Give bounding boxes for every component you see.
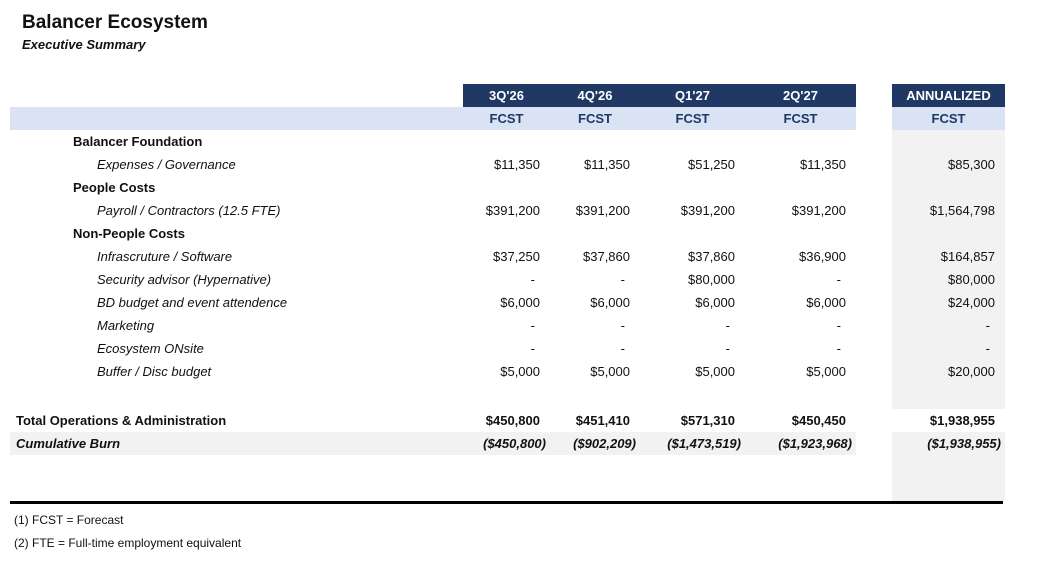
cell-quarter-3: [640, 478, 745, 501]
row-label: Infrascruture / Software: [97, 249, 233, 264]
table-row-total-12: [10, 409, 1005, 432]
row-label: Cumulative Burn: [10, 432, 463, 455]
cell-annualized: [892, 130, 1005, 153]
cell-quarter-1: [463, 176, 550, 199]
cell-quarter-2: -: [620, 318, 625, 333]
cell-annualized: $80,000: [892, 268, 1005, 291]
cell-quarter-3: -: [725, 341, 730, 356]
cell-quarter-3: [640, 130, 745, 153]
table-row-section-0: [10, 130, 1005, 153]
cell-annualized: $20,000: [892, 360, 1005, 383]
cell-quarter-2: $451,410: [575, 413, 630, 428]
cell-quarter-4: $36,900: [799, 249, 846, 264]
row-label: Non-People Costs: [73, 226, 185, 241]
cell-quarter-2: [550, 222, 640, 245]
cell-quarter-4: [745, 455, 856, 478]
fcst-spacer-cell: [10, 107, 463, 130]
cell-quarter-1: [463, 222, 550, 245]
table-row-spacer-15: [10, 478, 1005, 501]
fcst-subheader-row: [10, 107, 1005, 130]
cell-quarter-2: $11,350: [583, 157, 630, 172]
cell-quarter-1: [463, 130, 550, 153]
gap-cell: [856, 245, 892, 268]
cell-annualized: $1,938,955: [929, 413, 995, 428]
table-row-item-6: [10, 268, 1005, 291]
cell-annualized: [892, 176, 1005, 199]
cell-quarter-1: [463, 383, 550, 409]
cell-quarter-1: ($450,800): [463, 432, 550, 455]
cell-quarter-4: [745, 222, 856, 245]
gap-cell: [856, 130, 892, 153]
cell-annualized: [892, 383, 1005, 409]
footnotes: [14, 512, 1037, 551]
cell-annualized: ($1,938,955): [892, 432, 1005, 455]
footnote-fcst: (1) FCST = Forecast: [14, 513, 124, 527]
table-row-spacer-11: [10, 383, 1005, 409]
cell-annualized: $24,000: [892, 291, 1005, 314]
row-label: [10, 478, 463, 501]
table-row-item-10: [10, 360, 1005, 383]
header-spacer-cell: [10, 84, 463, 107]
row-label: [10, 383, 463, 409]
page-subtitle: Executive Summary: [22, 37, 146, 52]
cell-annualized: -: [892, 314, 1005, 337]
cell-quarter-4: $5,000: [806, 364, 846, 379]
cell-quarter-1: -: [530, 341, 535, 356]
cell-quarter-3: $6,000: [695, 295, 735, 310]
row-label: BD budget and event attendence: [97, 295, 288, 310]
table-row-item-1: [10, 153, 1005, 176]
cell-quarter-3: [640, 455, 745, 478]
column-header-q127: Q1'27: [640, 84, 745, 107]
cell-quarter-2: -: [620, 272, 625, 287]
table-row-item-9: [10, 337, 1005, 360]
table-header-row: [10, 84, 1005, 107]
gap-cell: [856, 409, 892, 432]
row-label: Buffer / Disc budget: [97, 364, 212, 379]
footnote-fte: (2) FTE = Full-time employment equivalent: [14, 536, 242, 550]
row-label: Expenses / Governance: [97, 157, 236, 172]
cell-quarter-3: -: [725, 318, 730, 333]
column-header-4q26: 4Q'26: [550, 84, 640, 107]
cell-quarter-1: [463, 478, 550, 501]
cell-quarter-1: -: [530, 272, 535, 287]
cell-quarter-2: [550, 455, 640, 478]
cell-quarter-1: [463, 455, 550, 478]
cell-quarter-2: [550, 383, 640, 409]
cell-annualized: [892, 222, 1005, 245]
cell-quarter-1: $6,000: [500, 295, 540, 310]
cell-quarter-4: -: [836, 341, 841, 356]
cell-annualized: -: [892, 337, 1005, 360]
cell-quarter-2: [550, 176, 640, 199]
cell-quarter-4: [745, 176, 856, 199]
fcst-label-4q26: FCST: [550, 107, 640, 130]
table-row-item-3: [10, 199, 1005, 222]
cell-quarter-4: -: [836, 272, 841, 287]
cell-quarter-2: ($902,209): [550, 432, 640, 455]
gap-cell: [856, 153, 892, 176]
cell-annualized: $164,857: [892, 245, 1005, 268]
gap-cell: [856, 176, 892, 199]
cell-quarter-2: $5,000: [590, 364, 630, 379]
table-row-spacer-14: [10, 455, 1005, 478]
cell-quarter-2: [550, 478, 640, 501]
column-header-3q26: 3Q'26: [463, 84, 550, 107]
cell-quarter-1: -: [530, 318, 535, 333]
budget-table: [10, 84, 1005, 501]
gap-cell: [856, 337, 892, 360]
cell-quarter-1: $391,200: [485, 203, 540, 218]
table-row-item-7: [10, 291, 1005, 314]
row-label: [10, 455, 463, 478]
row-label: People Costs: [73, 180, 156, 195]
gap-cell: [856, 432, 892, 455]
cell-quarter-2: [550, 130, 640, 153]
cell-quarter-4: ($1,923,968): [745, 432, 856, 455]
cell-quarter-4: $6,000: [806, 295, 846, 310]
gap-cell: [856, 314, 892, 337]
cell-annualized: [892, 455, 1005, 478]
divider-rule: [10, 501, 1003, 504]
table-row-item-5: [10, 245, 1005, 268]
gap-cell: [856, 478, 892, 501]
cell-quarter-4: $391,200: [791, 203, 846, 218]
gap-cell: [856, 222, 892, 245]
table-row-section-4: [10, 222, 1005, 245]
cell-annualized: $85,300: [892, 153, 1005, 176]
table-body: [10, 130, 1005, 501]
cell-quarter-1: $450,800: [485, 413, 540, 428]
cell-quarter-3: [640, 383, 745, 409]
gap-cell: [856, 199, 892, 222]
cell-quarter-3: ($1,473,519): [640, 432, 745, 455]
cell-quarter-2: -: [620, 341, 625, 356]
cell-annualized: $1,564,798: [892, 199, 1005, 222]
row-label: Ecosystem ONsite: [97, 341, 204, 356]
cell-quarter-1: $37,250: [493, 249, 540, 264]
gap-cell: [856, 455, 892, 478]
page-title: Balancer Ecosystem: [22, 12, 208, 33]
cell-quarter-2: $6,000: [590, 295, 630, 310]
gap-cell: [856, 360, 892, 383]
cell-quarter-1: $5,000: [500, 364, 540, 379]
cell-quarter-3: $391,200: [680, 203, 735, 218]
column-header-2q27: 2Q'27: [745, 84, 856, 107]
cell-quarter-4: [745, 478, 856, 501]
cell-quarter-4: -: [836, 318, 841, 333]
cell-quarter-1: $11,350: [493, 157, 540, 172]
fcst-gap-cell: [856, 107, 892, 130]
header-gap-cell: [856, 84, 892, 107]
row-label: Marketing: [97, 318, 155, 333]
row-label: Balancer Foundation: [73, 134, 203, 149]
cell-quarter-3: $5,000: [695, 364, 735, 379]
row-label: Total Operations & Administration: [16, 413, 227, 428]
row-label: Payroll / Contractors (12.5 FTE): [97, 203, 281, 218]
cell-quarter-3: $37,860: [688, 249, 735, 264]
cell-quarter-3: [640, 222, 745, 245]
table-row-cumulative-13: [10, 432, 1005, 455]
cell-quarter-2: $391,200: [575, 203, 630, 218]
cell-quarter-3: $80,000: [688, 272, 735, 287]
fcst-label-q127: FCST: [640, 107, 745, 130]
fcst-label-2q27: FCST: [745, 107, 856, 130]
cell-annualized: [892, 478, 1005, 501]
cell-quarter-3: $571,310: [680, 413, 735, 428]
row-label: Security advisor (Hypernative): [97, 272, 272, 287]
gap-cell: [856, 268, 892, 291]
fcst-label-3q26: FCST: [463, 107, 550, 130]
cell-quarter-4: $11,350: [799, 157, 846, 172]
cell-quarter-3: [640, 176, 745, 199]
table-row-section-2: [10, 176, 1005, 199]
table-row-item-8: [10, 314, 1005, 337]
gap-cell: [856, 291, 892, 314]
gap-cell: [856, 383, 892, 409]
cell-quarter-4: $450,450: [791, 413, 846, 428]
cell-quarter-3: $51,250: [688, 157, 735, 172]
fcst-label-annualized: FCST: [892, 107, 1005, 130]
column-header-annualized: ANNUALIZED: [892, 84, 1005, 107]
cell-quarter-2: $37,860: [583, 249, 630, 264]
cell-quarter-4: [745, 130, 856, 153]
cell-quarter-4: [745, 383, 856, 409]
